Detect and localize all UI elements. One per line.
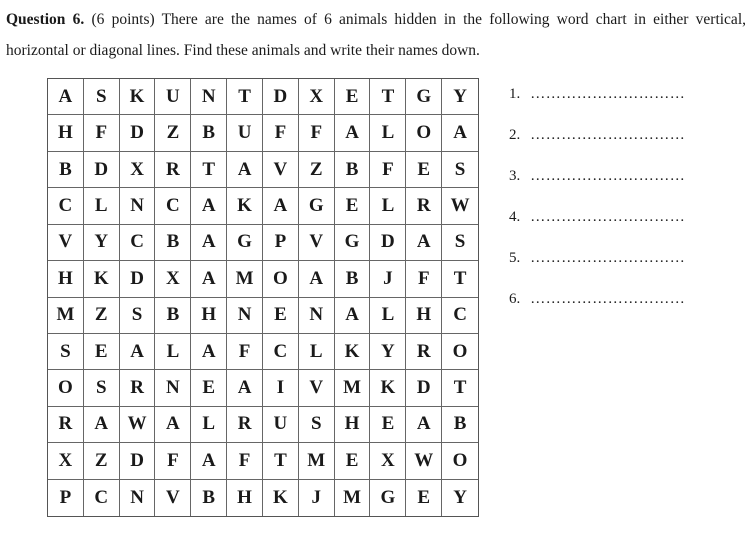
grid-cell[interactable]: F — [155, 443, 191, 479]
grid-cell[interactable]: A — [227, 152, 263, 188]
grid-cell[interactable]: N — [155, 370, 191, 406]
grid-cell[interactable]: K — [263, 480, 299, 516]
grid-cell[interactable]: P — [48, 480, 84, 516]
grid-cell[interactable]: H — [227, 480, 263, 516]
grid-cell[interactable]: E — [406, 152, 442, 188]
grid-cell[interactable]: M — [335, 480, 371, 516]
grid-cell[interactable]: Z — [84, 443, 120, 479]
grid-cell[interactable]: T — [227, 79, 263, 115]
grid-cell[interactable]: X — [299, 79, 335, 115]
grid-cell[interactable]: S — [442, 225, 478, 261]
answer-line — [509, 127, 744, 168]
grid-cell[interactable]: C — [155, 188, 191, 224]
grid-cell[interactable]: R — [406, 334, 442, 370]
grid-cell[interactable]: G — [406, 79, 442, 115]
grid-cell[interactable]: B — [48, 152, 84, 188]
grid-cell[interactable]: N — [120, 480, 156, 516]
grid-cell[interactable]: L — [370, 115, 406, 151]
grid-cell[interactable]: O — [442, 443, 478, 479]
grid-cell[interactable]: X — [120, 152, 156, 188]
grid-cell[interactable]: K — [370, 370, 406, 406]
grid-cell[interactable]: Y — [442, 79, 478, 115]
grid-cell[interactable]: F — [406, 261, 442, 297]
grid-cell[interactable]: L — [370, 188, 406, 224]
grid-cell[interactable]: F — [227, 334, 263, 370]
grid-cell[interactable]: A — [227, 370, 263, 406]
answer-number: 3. — [509, 168, 521, 184]
answer-number: 1. — [509, 86, 521, 102]
grid-cell[interactable]: L — [191, 407, 227, 443]
grid-cell[interactable]: K — [227, 188, 263, 224]
grid-cell[interactable]: B — [191, 480, 227, 516]
grid-cell[interactable]: A — [191, 188, 227, 224]
grid-cell[interactable]: L — [155, 334, 191, 370]
word-search-grid — [47, 78, 479, 517]
grid-cell[interactable]: G — [299, 188, 335, 224]
grid-cell[interactable]: K — [335, 334, 371, 370]
grid-cell[interactable]: D — [84, 152, 120, 188]
grid-cell[interactable]: M — [299, 443, 335, 479]
grid-cell[interactable]: M — [48, 298, 84, 334]
grid-cell[interactable]: E — [84, 334, 120, 370]
grid-cell[interactable]: A — [406, 225, 442, 261]
grid-cell[interactable]: S — [299, 407, 335, 443]
answer-line — [509, 209, 744, 250]
grid-cell[interactable]: A — [191, 334, 227, 370]
answer-blank[interactable]: ………………………… — [530, 209, 686, 225]
grid-cell[interactable]: A — [155, 407, 191, 443]
question-number: Question 6. — [6, 11, 85, 28]
grid-cell[interactable]: F — [263, 115, 299, 151]
question-points: (6 points) — [91, 11, 155, 28]
question-prompt — [6, 4, 746, 66]
grid-cell[interactable]: U — [263, 407, 299, 443]
grid-cell[interactable]: X — [155, 261, 191, 297]
grid-cell[interactable]: G — [335, 225, 371, 261]
answer-blank[interactable]: ………………………… — [530, 291, 686, 307]
grid-cell[interactable]: A — [442, 115, 478, 151]
answer-blank[interactable]: ………………………… — [530, 127, 686, 143]
grid-cell[interactable]: B — [191, 115, 227, 151]
answer-blank[interactable]: ………………………… — [530, 250, 686, 266]
grid-cell[interactable]: H — [335, 407, 371, 443]
grid-cell[interactable]: H — [48, 115, 84, 151]
grid-cell[interactable]: Y — [370, 334, 406, 370]
grid-cell[interactable]: A — [191, 261, 227, 297]
answer-list — [509, 86, 744, 332]
answer-blank[interactable]: ………………………… — [530, 168, 686, 184]
grid-cell[interactable]: N — [299, 298, 335, 334]
grid-cell[interactable]: N — [120, 188, 156, 224]
grid-cell[interactable]: U — [227, 115, 263, 151]
grid-cell[interactable]: V — [155, 480, 191, 516]
grid-cell[interactable]: S — [84, 79, 120, 115]
grid-cell[interactable]: W — [406, 443, 442, 479]
grid-cell[interactable]: T — [263, 443, 299, 479]
grid-cell[interactable]: Z — [84, 298, 120, 334]
grid-cell[interactable]: A — [191, 443, 227, 479]
grid-cell[interactable]: R — [155, 152, 191, 188]
grid-cell[interactable]: D — [120, 261, 156, 297]
grid-cell[interactable]: J — [370, 261, 406, 297]
answer-line — [509, 86, 744, 127]
grid-cell[interactable]: K — [120, 79, 156, 115]
grid-cell[interactable]: B — [335, 152, 371, 188]
grid-cell[interactable]: A — [120, 334, 156, 370]
grid-cell[interactable]: A — [406, 407, 442, 443]
grid-cell[interactable]: E — [335, 79, 371, 115]
grid-cell[interactable]: B — [155, 298, 191, 334]
answer-line — [509, 291, 744, 332]
grid-cell[interactable]: E — [335, 188, 371, 224]
grid-cell[interactable]: H — [48, 261, 84, 297]
grid-cell[interactable]: U — [155, 79, 191, 115]
answer-number: 4. — [509, 209, 521, 225]
answer-line — [509, 168, 744, 209]
grid-cell[interactable]: E — [406, 480, 442, 516]
grid-cell[interactable]: C — [263, 334, 299, 370]
grid-cell[interactable]: Z — [155, 115, 191, 151]
grid-cell[interactable]: E — [370, 407, 406, 443]
grid-cell[interactable]: F — [84, 115, 120, 151]
grid-cell[interactable]: H — [191, 298, 227, 334]
grid-cell[interactable]: A — [84, 407, 120, 443]
grid-cell[interactable]: V — [299, 370, 335, 406]
grid-cell[interactable]: A — [48, 79, 84, 115]
answer-number: 6. — [509, 291, 521, 307]
grid-cell[interactable]: D — [263, 79, 299, 115]
grid-cell[interactable]: T — [442, 370, 478, 406]
grid-cell[interactable]: G — [370, 480, 406, 516]
grid-cell[interactable]: Z — [299, 152, 335, 188]
grid-cell[interactable]: B — [335, 261, 371, 297]
grid-cell[interactable]: T — [442, 261, 478, 297]
grid-cell[interactable]: S — [120, 298, 156, 334]
grid-cell[interactable]: D — [370, 225, 406, 261]
grid-cell[interactable]: X — [370, 443, 406, 479]
grid-cell[interactable]: D — [120, 115, 156, 151]
answer-blank[interactable]: ………………………… — [530, 86, 686, 102]
grid-cell[interactable]: E — [263, 298, 299, 334]
grid-cell[interactable]: X — [48, 443, 84, 479]
grid-cell[interactable]: F — [227, 443, 263, 479]
grid-cell[interactable]: C — [442, 298, 478, 334]
grid-cell[interactable]: P — [263, 225, 299, 261]
grid-cell[interactable]: A — [263, 188, 299, 224]
grid-cell[interactable]: R — [406, 188, 442, 224]
grid-cell[interactable]: J — [299, 480, 335, 516]
grid-cell[interactable]: O — [48, 370, 84, 406]
grid-cell[interactable]: Y — [453, 486, 467, 508]
grid-cell[interactable]: D — [120, 443, 156, 479]
grid-cell[interactable]: A — [335, 298, 371, 334]
grid-cell[interactable]: N — [191, 79, 227, 115]
grid-cell[interactable]: C — [84, 480, 120, 516]
grid-cell[interactable]: C — [120, 225, 156, 261]
grid-cell[interactable]: V — [299, 225, 335, 261]
grid-cell[interactable]: W — [442, 188, 478, 224]
grid-cell[interactable]: B — [442, 407, 478, 443]
grid-cell[interactable]: R — [120, 370, 156, 406]
grid-cell[interactable]: W — [120, 407, 156, 443]
answer-line — [509, 250, 744, 291]
grid-cell[interactable]: T — [191, 152, 227, 188]
grid-cell[interactable]: R — [48, 407, 84, 443]
grid-cell[interactable]: N — [227, 298, 263, 334]
grid-cell[interactable]: D — [406, 370, 442, 406]
grid-cell[interactable]: B — [155, 225, 191, 261]
grid-cell[interactable]: R — [227, 407, 263, 443]
grid-cell[interactable]: S — [442, 152, 478, 188]
answer-number: 2. — [509, 127, 521, 143]
grid-cell[interactable]: A — [191, 225, 227, 261]
grid-cell[interactable]: S — [84, 370, 120, 406]
grid-cell[interactable]: M — [227, 261, 263, 297]
grid-cell[interactable]: O — [263, 261, 299, 297]
answer-number: 5. — [509, 250, 521, 266]
grid-cell[interactable]: G — [227, 225, 263, 261]
grid-cell[interactable]: A — [299, 261, 335, 297]
grid-cell[interactable]: S — [48, 334, 84, 370]
grid-cell[interactable]: A — [335, 115, 371, 151]
grid-cell[interactable]: K — [84, 261, 120, 297]
grid-cell[interactable]: V — [263, 152, 299, 188]
grid-cell[interactable]: L — [370, 298, 406, 334]
grid-cell[interactable]: F — [370, 152, 406, 188]
grid-cell[interactable]: T — [370, 79, 406, 115]
grid-cell[interactable]: F — [299, 115, 335, 151]
grid-cell[interactable]: L — [84, 188, 120, 224]
grid-cell[interactable]: C — [48, 188, 84, 224]
grid-cell[interactable]: I — [263, 370, 299, 406]
grid-cell[interactable]: O — [442, 334, 478, 370]
grid-cell[interactable]: Y — [84, 225, 120, 261]
grid-cell[interactable]: E — [335, 443, 371, 479]
grid-cell[interactable]: E — [191, 370, 227, 406]
grid-cell[interactable]: L — [299, 334, 335, 370]
grid-cell[interactable]: O — [406, 115, 442, 151]
question-text: There are the names of 6 animals hidden in the following word chart in either vertical, horizontal or diagonal lines. Find these animals and write their names down. — [6, 11, 746, 59]
grid-cell[interactable]: M — [335, 370, 371, 406]
grid-cell[interactable]: H — [406, 298, 442, 334]
grid-cell[interactable]: V — [48, 225, 84, 261]
